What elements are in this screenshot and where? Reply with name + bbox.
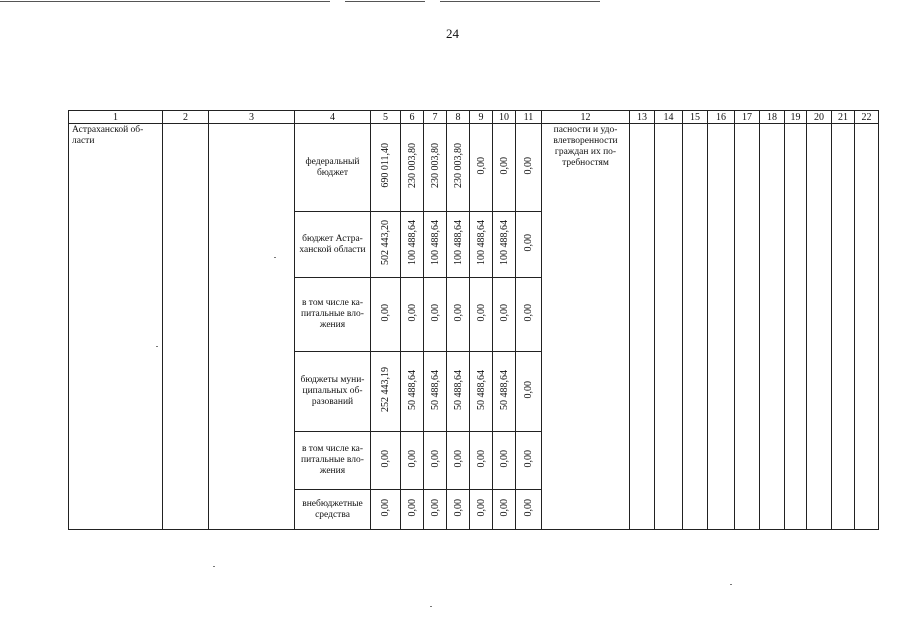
empty-cell <box>807 124 832 530</box>
value-text: 690 011,40 <box>380 143 391 188</box>
col-header: 3 <box>209 111 295 124</box>
value-text: 0,00 <box>429 498 441 517</box>
value-text: 0,00 <box>406 449 418 468</box>
funding-source: внебюджетные средства <box>295 490 371 530</box>
empty-cell <box>855 124 879 530</box>
funding-source: в том числе ка- питальные вло- жения <box>295 432 371 490</box>
empty-cell <box>630 124 655 530</box>
col-header: 12 <box>542 111 630 124</box>
value-text: 0,00 <box>406 498 418 517</box>
value-text: 0,00 <box>498 156 510 175</box>
col-header: 21 <box>832 111 855 124</box>
funding-source: бюджеты муни- ципальных об- разований <box>295 352 371 432</box>
value-cell <box>371 124 401 212</box>
value-cell <box>493 490 516 530</box>
value-cell <box>424 278 447 352</box>
value-text: 100 488,64 <box>406 220 418 265</box>
value-text: 0,00 <box>380 303 391 322</box>
value-cell <box>424 432 447 490</box>
value-text: 0,00 <box>380 449 391 468</box>
col-header: 14 <box>655 111 683 124</box>
empty-cell <box>708 124 735 530</box>
value-cell <box>493 124 516 212</box>
col-header: 5 <box>371 111 401 124</box>
region-cell: Астраханской об- ласти <box>69 124 163 530</box>
value-cell <box>447 432 470 490</box>
value-cell <box>470 124 493 212</box>
scan-speck <box>213 566 215 567</box>
value-cell <box>371 352 401 432</box>
value-text: 252 443,19 <box>380 367 391 412</box>
value-cell <box>371 278 401 352</box>
page-number: 24 <box>446 26 459 41</box>
value-text: 0,00 <box>523 498 534 517</box>
value-text: 230 003,80 <box>452 143 464 188</box>
value-cell <box>447 278 470 352</box>
col-header: 4 <box>295 111 371 124</box>
value-cell <box>516 432 542 490</box>
top-rule <box>0 0 905 4</box>
value-text: 0,00 <box>429 449 441 468</box>
value-cell <box>470 432 493 490</box>
value-text: 50 488,64 <box>498 369 510 410</box>
value-text: 0,00 <box>523 156 534 175</box>
value-cell <box>493 432 516 490</box>
col-header: 15 <box>683 111 708 124</box>
value-text: 100 488,64 <box>452 220 464 265</box>
value-cell <box>401 124 424 212</box>
col-header: 13 <box>630 111 655 124</box>
scan-speck <box>730 584 732 585</box>
funding-source: бюджет Астра- ханской области <box>295 212 371 278</box>
value-cell <box>493 212 516 278</box>
value-cell <box>470 212 493 278</box>
value-cell <box>470 352 493 432</box>
value-cell <box>516 490 542 530</box>
col-header: 18 <box>760 111 785 124</box>
scan-speck <box>430 606 432 607</box>
value-text: 230 003,80 <box>429 143 441 188</box>
value-cell <box>401 278 424 352</box>
col-header: 8 <box>447 111 470 124</box>
value-text: 100 488,64 <box>429 220 441 265</box>
value-cell <box>424 490 447 530</box>
col-header: 17 <box>735 111 760 124</box>
value-text: 0,00 <box>475 449 487 468</box>
value-text: 50 488,64 <box>429 369 441 410</box>
col-header: 16 <box>708 111 735 124</box>
empty-cell <box>655 124 683 530</box>
rule-segment <box>440 1 600 2</box>
value-text: 50 488,64 <box>452 369 464 410</box>
value-text: 100 488,64 <box>475 220 487 265</box>
value-cell <box>424 352 447 432</box>
col-header: 10 <box>493 111 516 124</box>
value-text: 0,00 <box>498 498 510 517</box>
value-cell <box>401 490 424 530</box>
value-text: 50 488,64 <box>475 369 487 410</box>
value-text: 230 003,80 <box>406 143 418 188</box>
col-header: 19 <box>785 111 807 124</box>
budget-table <box>68 110 879 530</box>
col-header: 20 <box>807 111 832 124</box>
value-cell <box>516 124 542 212</box>
value-cell <box>401 352 424 432</box>
funding-source: федеральный бюджет <box>295 124 371 212</box>
header-row <box>69 111 879 124</box>
value-cell <box>493 278 516 352</box>
col-header: 2 <box>163 111 209 124</box>
value-text: 502 443,20 <box>380 220 391 265</box>
value-text: 0,00 <box>429 303 441 322</box>
value-text: 0,00 <box>523 233 534 252</box>
value-cell <box>447 212 470 278</box>
value-cell <box>493 352 516 432</box>
empty-cell <box>832 124 855 530</box>
value-text: 0,00 <box>452 303 464 322</box>
value-cell <box>401 432 424 490</box>
empty-cell <box>209 124 295 530</box>
empty-cell <box>683 124 708 530</box>
value-cell <box>401 212 424 278</box>
value-cell <box>470 490 493 530</box>
empty-cell <box>760 124 785 530</box>
value-cell <box>516 352 542 432</box>
value-text: 0,00 <box>475 156 487 175</box>
value-text: 0,00 <box>523 449 534 468</box>
value-text: 0,00 <box>380 498 391 517</box>
col-header: 1 <box>69 111 163 124</box>
table-row <box>69 124 879 212</box>
value-cell <box>424 212 447 278</box>
value-cell <box>447 490 470 530</box>
value-text: 50 488,64 <box>406 369 418 410</box>
value-text: 0,00 <box>406 303 418 322</box>
value-cell <box>371 212 401 278</box>
scan-speck <box>156 346 158 347</box>
value-text: 0,00 <box>452 498 464 517</box>
value-text: 0,00 <box>498 449 510 468</box>
value-text: 0,00 <box>523 303 534 322</box>
value-cell <box>371 490 401 530</box>
empty-cell <box>163 124 209 530</box>
col-header: 7 <box>424 111 447 124</box>
value-cell <box>470 278 493 352</box>
value-text: 0,00 <box>523 380 534 399</box>
value-text: 0,00 <box>475 498 487 517</box>
goal-cell: пасности и удо- влетворенности граждан их по- требностям <box>542 124 630 530</box>
value-text: 0,00 <box>452 449 464 468</box>
value-cell <box>447 124 470 212</box>
col-header: 9 <box>470 111 493 124</box>
value-text: 0,00 <box>475 303 487 322</box>
empty-cell <box>735 124 760 530</box>
rule-segment <box>0 1 330 2</box>
value-cell <box>447 352 470 432</box>
value-text: 0,00 <box>498 303 510 322</box>
col-header: 22 <box>855 111 879 124</box>
value-cell <box>371 432 401 490</box>
col-header: 11 <box>516 111 542 124</box>
value-cell <box>516 278 542 352</box>
value-cell <box>516 212 542 278</box>
empty-cell <box>785 124 807 530</box>
col-header: 6 <box>401 111 424 124</box>
funding-source: в том числе ка- питальные вло- жения <box>295 278 371 352</box>
value-text: 100 488,64 <box>498 220 510 265</box>
scan-speck <box>274 257 276 258</box>
value-cell <box>424 124 447 212</box>
rule-segment <box>345 1 425 2</box>
